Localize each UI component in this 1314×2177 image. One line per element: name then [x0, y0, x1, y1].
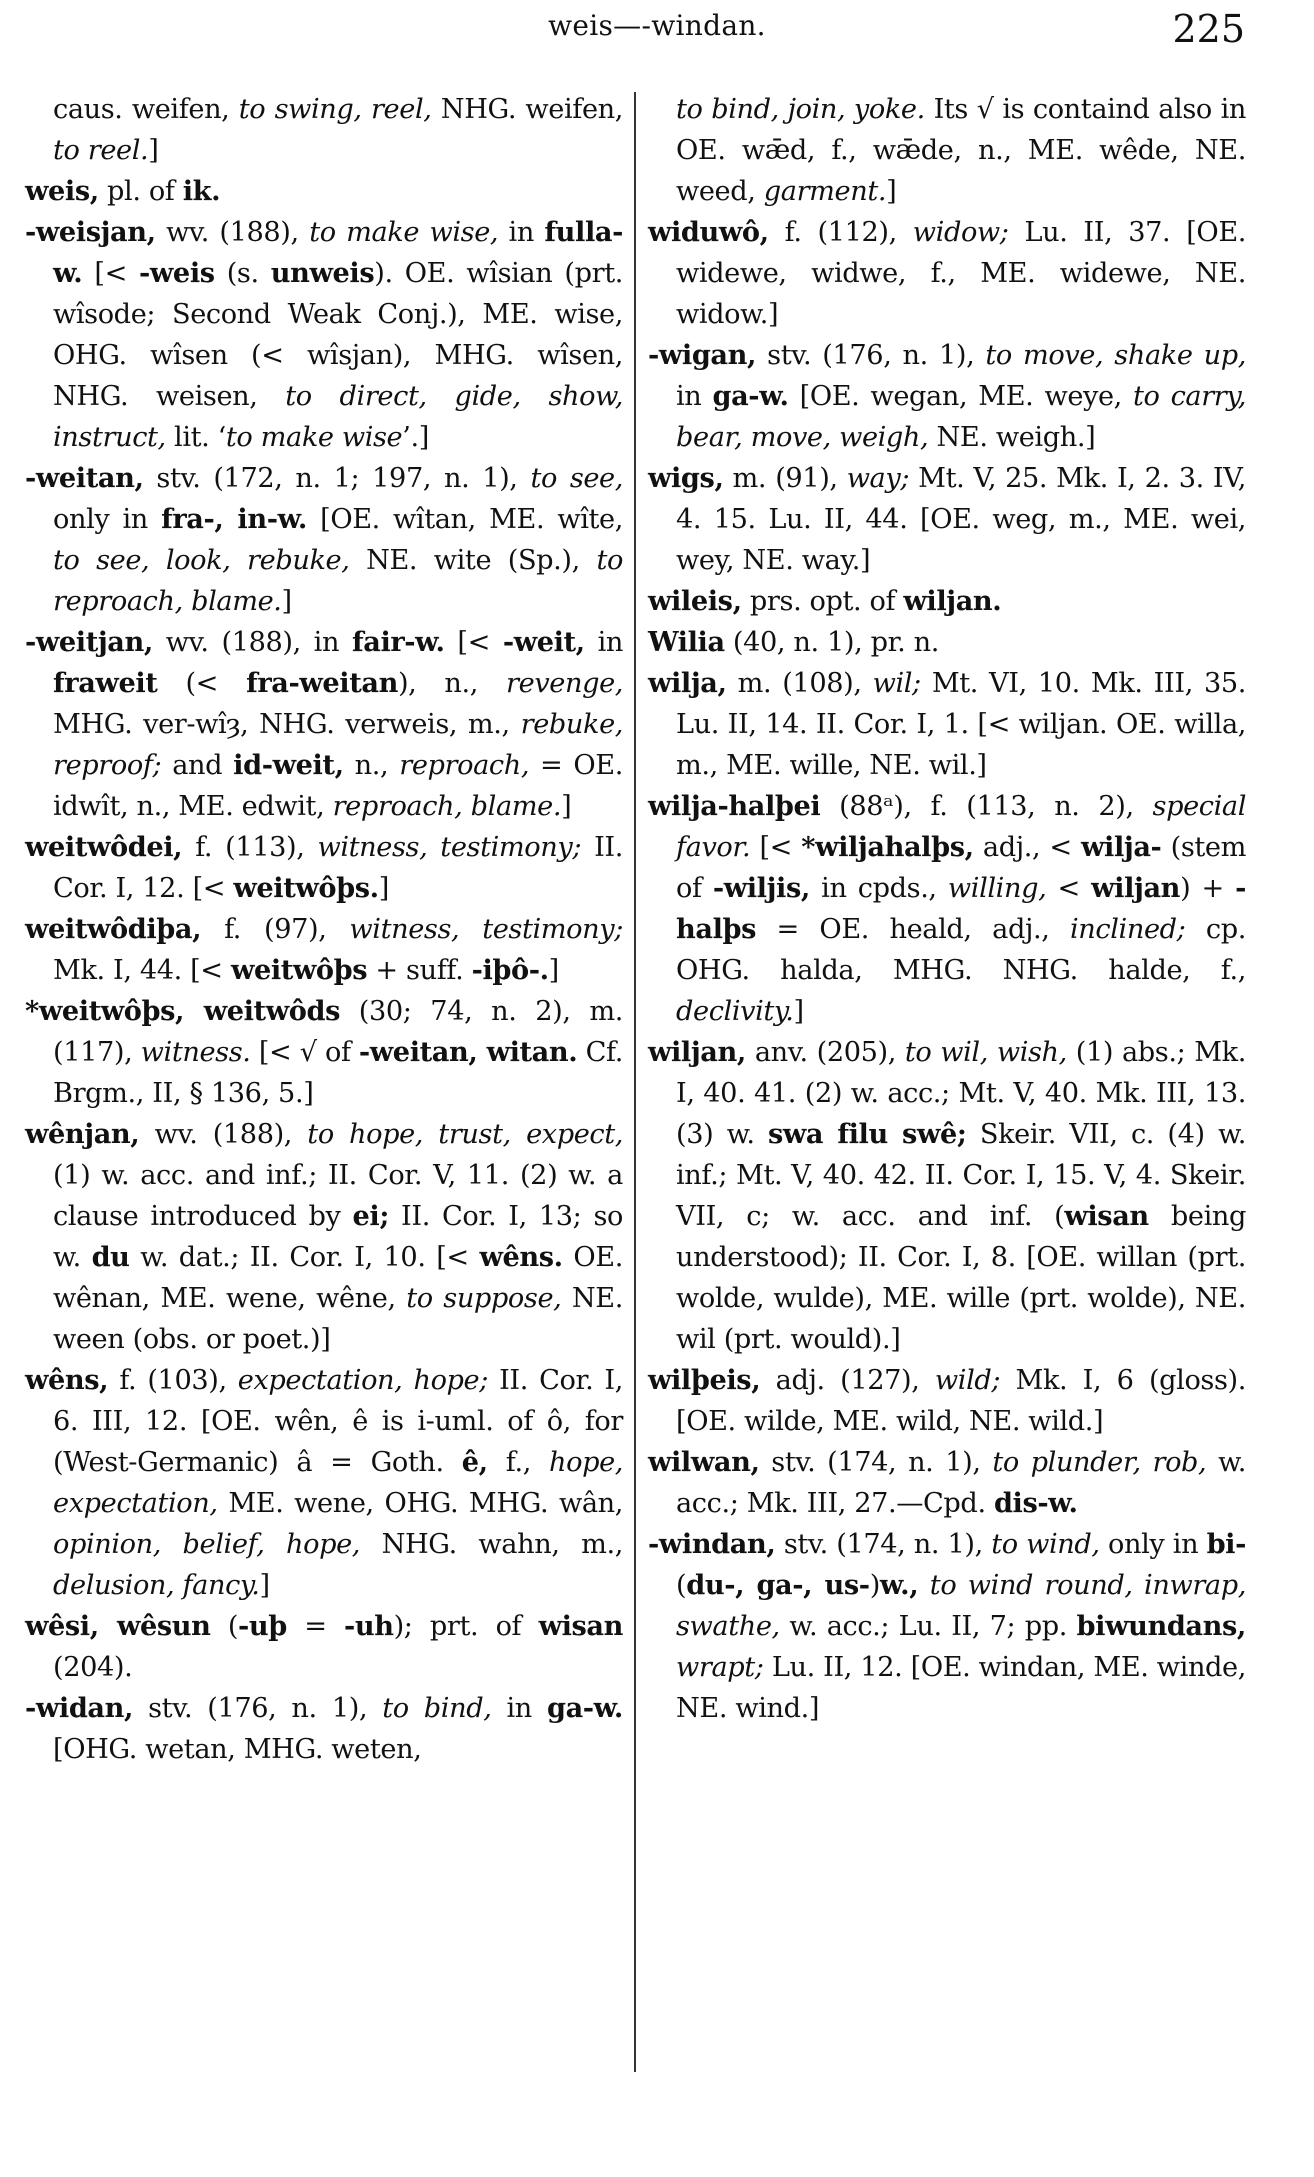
dictionary-entry [25, 458, 623, 622]
entry-text: wv. (188), [155, 217, 310, 248]
headword-text: wiljan [1091, 872, 1181, 904]
gloss-text: wrapt; [676, 1652, 764, 1683]
headword-text: du [91, 1241, 130, 1273]
dictionary-entry [25, 1606, 623, 1688]
entry-text: Mk. I, 6 (gloss). [OE. wilde, ME. wild, NE. wild.] [676, 1365, 1246, 1437]
entry-text: being understood); II. Cor. I, 8. [OE. willan (prt. wolde, wulde), ME. wille (prt. wolde), NE. wil (prt. would).] [676, 1201, 1246, 1355]
gloss-text: inclined; [1070, 914, 1186, 945]
dictionary-entry [25, 1688, 623, 1770]
dictionary-entry [648, 786, 1246, 1032]
headword-text: dis-w. [993, 1487, 1078, 1519]
gloss-text: revenge, [506, 668, 624, 699]
entry-text: f., [487, 1447, 549, 1478]
headword-text: fraweit [53, 667, 158, 699]
headword-text: wênjan, [25, 1118, 140, 1150]
entry-text: ] [378, 873, 389, 904]
entry-text: [< [444, 627, 503, 658]
entry-text: ), n., [397, 668, 507, 699]
dictionary-entry [648, 335, 1246, 458]
gloss-text: to wind round, inwrap, swathe, [676, 1570, 1246, 1642]
headword-text: fulla-w. [53, 216, 624, 289]
headword-text: wilja-halþei [648, 790, 821, 822]
entry-text: OE. wênan, ME. wene, wêne, [53, 1242, 623, 1314]
entry-text: (40, n. 1), pr. n. [724, 627, 940, 658]
headword-text: widuwô, [648, 216, 769, 248]
headword-text: -windan, [648, 1528, 776, 1560]
entry-text: in [491, 1693, 547, 1724]
dictionary-entry [648, 581, 1246, 622]
entry-text: f. (112), [768, 217, 913, 248]
gloss-text: wil; [872, 668, 921, 699]
dictionary-entry [25, 909, 623, 991]
entry-text: anv. (205), [745, 1037, 905, 1068]
entry-text: = OE. idwît, n., ME. edwit, [53, 750, 623, 822]
gloss-text: delusion, fancy. [53, 1570, 260, 1601]
headword-text: -weis [139, 257, 215, 289]
gloss-text: to move, shake up, [985, 340, 1246, 371]
headword-text: -uh [343, 1610, 394, 1642]
entry-text: ( [210, 1611, 239, 1642]
entry-text: ). OE. wîsian (prt. wîsode; Second Weak Conj.), ME. wise, OHG. wîsen (< wîsjan), MHG. wîsen, NHG. weisen, [53, 258, 623, 412]
entry-text: Mt. V, 25. Mk. I, 2. 3. IV, 4. 15. Lu. II, 44. [OE. weg, m., ME. wei, wey, NE. way.] [676, 463, 1246, 576]
headword-text: *wiljahalþs, [801, 831, 974, 863]
entry-text: II. Cor. I, 12. [< [53, 832, 623, 904]
entry-text: w. acc.; Lu. II, 7; pp. [779, 1611, 1077, 1642]
entry-text: in [676, 381, 713, 412]
column-divider [634, 92, 636, 2072]
gloss-text: way; [846, 463, 910, 494]
dictionary-entry [25, 1114, 623, 1360]
gloss-text: to carry, bear, move, weigh, [676, 381, 1246, 453]
entry-text: (88ᵃ), f. (113, n. 2), [820, 791, 1153, 822]
entry-text: NHG. weifen, [431, 94, 623, 125]
dictionary-entry [648, 212, 1246, 335]
entry-text: ( [676, 1570, 687, 1601]
headword-text: -weit, [502, 626, 585, 658]
entry-text: (s. [214, 258, 271, 289]
entry-text: adj. (127), [760, 1365, 935, 1396]
entry-text: (204). [53, 1652, 133, 1683]
entry-text: lit. ‘ [165, 422, 226, 453]
entry-text: ] [886, 176, 897, 207]
headword-text: unweis [270, 257, 375, 289]
headword-text: wigs, [648, 462, 724, 494]
entry-text: and [161, 750, 234, 781]
headword-text: -weisjan, [25, 216, 156, 248]
entry-text: cp. OHG. halda, MHG. NHG. halde, f., [676, 914, 1246, 986]
right-column [648, 89, 1246, 1729]
headword-text: w., [879, 1569, 919, 1601]
entry-text: in [584, 627, 623, 658]
entry-text: [OE. wîtan, ME. wîte, [306, 504, 623, 535]
entry-text: II. Cor. I, 13; so w. [53, 1201, 623, 1273]
dictionary-entry [648, 1442, 1246, 1524]
gloss-text: to direct, gide, show, instruct, [53, 381, 623, 453]
entry-text: w. dat.; II. Cor. I, 10. [< [129, 1242, 480, 1273]
headword-text: wisan [1064, 1200, 1149, 1232]
entry-text: f. (97), [201, 914, 350, 945]
gloss-text: to bind, join, yoke. [676, 94, 925, 125]
entry-text: Its √ is containd also in OE. wǣd, f., wǣde, n., ME. wêde, NE. weed, [676, 94, 1246, 207]
entry-text: ) + [1180, 873, 1236, 904]
page-number: 225 [1172, 7, 1245, 51]
entry-text: stv. (174, n. 1), [759, 1447, 993, 1478]
entry-text: in cpds., [809, 873, 948, 904]
gloss-text: to wind, [991, 1529, 1100, 1560]
gloss-text: widow; [912, 217, 1009, 248]
headword-text: -halþs [676, 872, 1246, 945]
entry-text: f. (113), [182, 832, 318, 863]
headword-text: wilja, [648, 667, 727, 699]
headword-text: wiljan, [648, 1036, 746, 1068]
entry-text: [< √ of [250, 1037, 359, 1068]
dictionary-entry [25, 991, 623, 1114]
gloss-text: rebuke, reproof; [53, 709, 623, 781]
entry-text: ] [793, 996, 804, 1027]
headword-text: du-, ga-, us- [686, 1569, 870, 1601]
dictionary-entry [648, 1032, 1246, 1360]
entry-text: NE. weigh.] [928, 422, 1096, 453]
entry-text [918, 1570, 929, 1601]
entry-text: pl. of [98, 176, 183, 207]
headword-text: ê, [461, 1446, 488, 1478]
headword-text: ga-w. [712, 380, 789, 412]
entry-text: (stem of [676, 832, 1246, 904]
headword-text: swa filu swê; [767, 1118, 967, 1150]
entry-text: Cf. Brgm., II, § 136, 5.] [53, 1037, 623, 1109]
entry-text: w. acc.; Mk. III, 27.—Cpd. [676, 1447, 1246, 1519]
entry-text: Mt. VI, 10. Mk. III, 35. Lu. II, 14. II. Cor. I, 1. [< wiljan. OE. willa, m., ME. wille, NE. wil.] [676, 668, 1246, 781]
headword-text: wêns, [25, 1364, 109, 1396]
headword-text: -weitan, witan. [358, 1036, 578, 1068]
entry-text: Mk. I, 44. [< [53, 955, 231, 986]
entry-text: NE. wite (Sp.), [349, 545, 597, 576]
entry-text: (1) abs.; Mk. I, 40. 41. (2) w. acc.; Mt. V, 40. Mk. III, 13. (3) w. [676, 1037, 1246, 1150]
headword-text: -wiljis, [712, 872, 810, 904]
entry-text: Lu. II, 37. [OE. widewe, widwe, f., ME. widewe, NE. widow.] [676, 217, 1247, 330]
gloss-text: special favor. [676, 791, 1246, 863]
headword-text: -wigan, [648, 339, 757, 371]
entry-text: (30; 74, n. 2), m. (117), [53, 996, 623, 1068]
entry-text: wv. (188), [139, 1119, 308, 1150]
headword-text: weis, [25, 175, 99, 207]
headword-text: wilwan, [648, 1446, 760, 1478]
gloss-text: witness, testimony; [349, 914, 623, 945]
entry-text: m. (108), [726, 668, 873, 699]
gloss-text: reproach, [399, 750, 530, 781]
entry-text: MHG. ver-wîȝ, NHG. verweis, m., [53, 709, 521, 740]
entry-text: m. (91), [723, 463, 847, 494]
entry-text: adj., < [973, 832, 1082, 863]
entry-text: = [286, 1611, 344, 1642]
headword-text: weitwôþs. [233, 872, 379, 904]
continued-entry [25, 89, 623, 171]
gloss-text: garment. [763, 176, 887, 207]
entry-text: (< [157, 668, 247, 699]
dictionary-entry [25, 1360, 623, 1606]
entry-text: only in [1099, 1529, 1207, 1560]
dictionary-entry [25, 171, 623, 212]
gloss-text: reproach, blame. [332, 791, 562, 822]
headword-text: -uþ [238, 1610, 287, 1642]
headword-text: weitwôdei, [25, 831, 183, 863]
entry-text: ] [561, 791, 572, 822]
entry-text: ] [148, 135, 159, 166]
entry-text: = OE. heald, adj., [756, 914, 1071, 945]
headword-text: -weitjan, [25, 626, 153, 658]
entry-text: Skeir. VII, c. (4) w. inf.; Mt. V, 40. 42. II. Cor. I, 15. V, 4. Skeir. VII, c; w. acc. and inf. ( [676, 1119, 1246, 1232]
headword-text: Wilia [648, 626, 725, 658]
entry-text: [< [750, 832, 802, 863]
gloss-text: to see, [530, 463, 623, 494]
dictionary-entry [25, 212, 623, 458]
gloss-text: witness, testimony; [317, 832, 582, 863]
headword-text: ei; [352, 1200, 389, 1232]
entry-text: + suff. [367, 955, 472, 986]
entry-text: n., [343, 750, 400, 781]
entry-text: f. (103), [108, 1365, 238, 1396]
left-column [25, 89, 623, 1770]
headword-text: ga-w. [546, 1692, 623, 1724]
dictionary-entry [648, 663, 1246, 786]
entry-text: stv. (172, n. 1; 197, n. 1), [143, 463, 531, 494]
dictionary-entry [648, 458, 1246, 581]
headword-text: wiljan. [903, 585, 1002, 617]
gloss-text: expectation, hope; [237, 1365, 489, 1396]
gloss-text: willing, [947, 873, 1047, 904]
headword-text: fra-weitan [246, 667, 398, 699]
headword-text: -weitan, [25, 462, 144, 494]
gloss-text: to bind, [382, 1693, 492, 1724]
gloss-text: to reproach, blame. [53, 545, 623, 617]
gloss-text: to swing, reel, [238, 94, 432, 125]
gloss-text: to plunder, rob, [992, 1447, 1207, 1478]
dictionary-entry [25, 622, 623, 827]
headword-text: wilþeis, [648, 1364, 761, 1396]
entry-text: ) [869, 1570, 880, 1601]
entry-text: [< [82, 258, 140, 289]
entry-text: NE. ween (obs. or poet.)] [53, 1283, 623, 1355]
entry-text: ] [259, 1570, 270, 1601]
headword-text: weitwôþs [230, 954, 368, 986]
headword-text: ik. [182, 175, 221, 207]
entry-text: (1) w. acc. and inf.; II. Cor. V, 11. (2) w. a clause introduced by [53, 1160, 623, 1232]
entry-text: ’.] [402, 422, 429, 453]
entry-text: stv. (176, n. 1), [756, 340, 986, 371]
headword-text: wêns. [479, 1241, 563, 1273]
gloss-text: declivity. [676, 996, 794, 1027]
gloss-text: to reel. [53, 135, 149, 166]
entry-text: stv. (176, n. 1), [133, 1693, 383, 1724]
dictionary-entry [25, 827, 623, 909]
headword-text: wisan [538, 1610, 623, 1642]
entry-text: ] [548, 955, 559, 986]
gloss-text: witness. [140, 1037, 251, 1068]
dictionary-entry [648, 1360, 1246, 1442]
gloss-text: opinion, belief, hope, [53, 1529, 361, 1560]
gloss-text: to wil, wish, [904, 1037, 1067, 1068]
headword-text: *weitwôþs, weitwôds [25, 995, 340, 1027]
entry-text: Lu. II, 12. [OE. windan, ME. winde, NE. wind.] [676, 1652, 1246, 1724]
entry-text: ); prt. of [393, 1611, 539, 1642]
entry-text: in [498, 217, 545, 248]
entry-text: [OE. wegan, ME. weye, [788, 381, 1133, 412]
entry-text: ] [281, 586, 292, 617]
headword-text: wileis, [648, 585, 742, 617]
gloss-text: hope, expectation, [53, 1447, 623, 1519]
headword-text: -widan, [25, 1692, 134, 1724]
headword-text: bi- [1206, 1528, 1246, 1560]
headword-text: wêsi, wêsun [25, 1610, 211, 1642]
headword-text: wilja- [1081, 831, 1162, 863]
running-head: weis—-windan. [548, 9, 766, 42]
continued-entry [648, 89, 1246, 212]
entry-text: prs. opt. of [741, 586, 904, 617]
entry-text: wv. (188), in [152, 627, 352, 658]
entry-text: stv. (174, n. 1), [775, 1529, 992, 1560]
entry-text: caus. weifen, [53, 94, 239, 125]
dictionary-entry [648, 622, 1246, 663]
entry-text: [OHG. wetan, MHG. weten, [53, 1734, 422, 1765]
entry-text: only in [53, 504, 162, 535]
headword-text: id-weit, [233, 749, 344, 781]
gloss-text: to make wise, [309, 217, 499, 248]
headword-text: weitwôdiþa, [25, 913, 202, 945]
gloss-text: to hope, trust, expect, [307, 1119, 623, 1150]
headword-text: -iþô-. [471, 954, 549, 986]
gloss-text: to suppose, [406, 1283, 562, 1314]
headword-text: fair-w. [351, 626, 445, 658]
headword-text: biwundans, [1076, 1610, 1246, 1642]
gloss-text: to see, look, rebuke, [53, 545, 350, 576]
entry-text: < [1046, 873, 1092, 904]
entry-text: II. Cor. I, 6. III, 12. [OE. wên, ê is i-uml. of ô, for (West-Germanic) â = Goth. [53, 1365, 623, 1478]
gloss-text: wild; [934, 1365, 1001, 1396]
entry-text: NHG. wahn, m., [360, 1529, 623, 1560]
entry-text: ME. wene, OHG. MHG. wân, [217, 1488, 623, 1519]
headword-text: fra-, in-w. [161, 503, 307, 535]
gloss-text: to make wise [225, 422, 403, 453]
dictionary-entry [648, 1524, 1246, 1729]
